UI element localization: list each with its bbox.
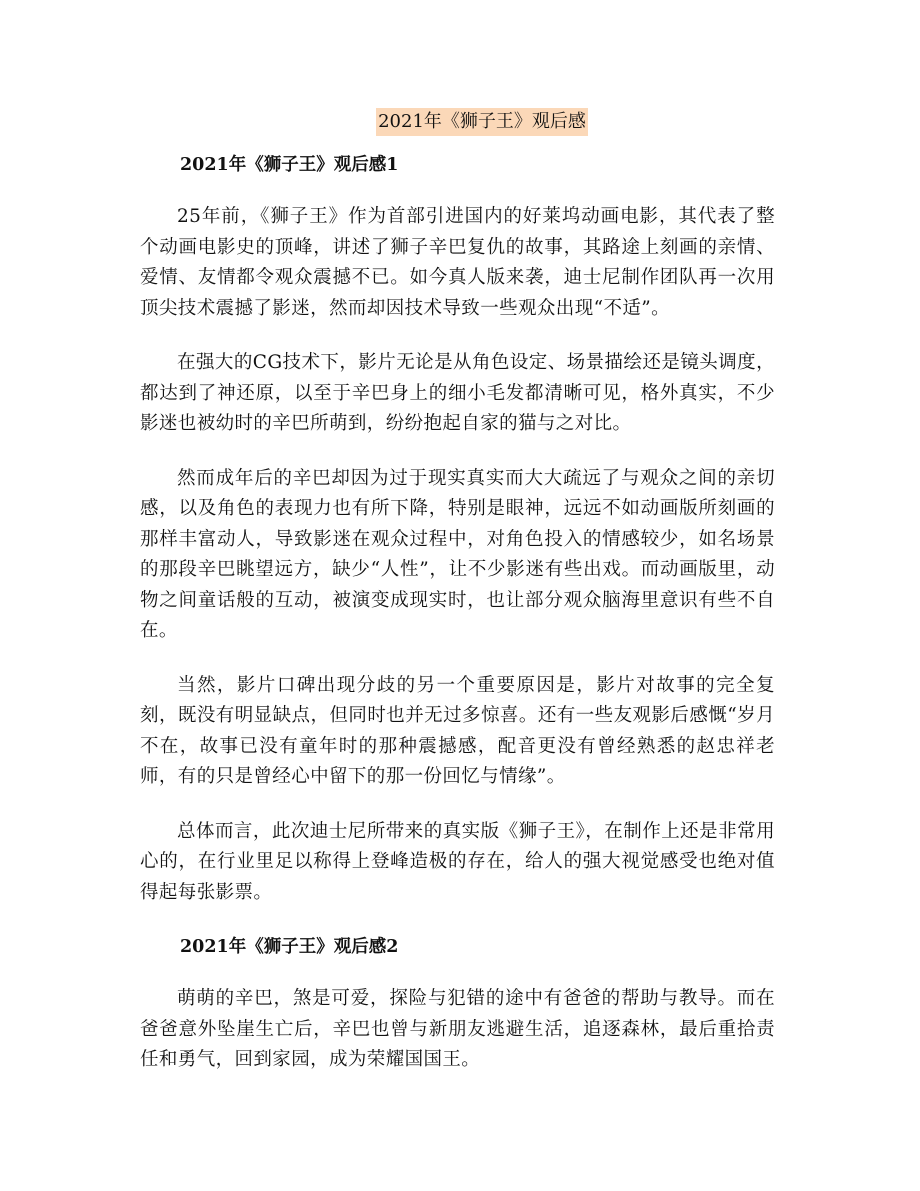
section-2 (140, 932, 775, 1076)
document-body (140, 150, 775, 1076)
section-heading: 2021年《狮子王》观后感2 (180, 937, 399, 957)
paragraph: 然而成年后的辛巴却因为过于现实真实而大大疏远了与观众之间的亲切感，以及角色的表现力也有所下降，特别是眼神，远远不如动画版所刻画的那样丰富动人，导致影迷在观众过程中，对角色投入的情感较少，如名场景的那段辛巴眺望远方，缺少“人性”，让不少影迷有些出戏。而动画版里，动物之间童话般的互动，被演变成现实时，也让部分观众脑海里意识有些不自在。 (140, 467, 775, 641)
paragraph: 总体而言，此次迪士尼所带来的真实版《狮子王》，在制作上还是非常用心的，在行业里足以称得上登峰造极的存在，给人的强大视觉感受也绝对值得起每张影票。 (140, 820, 775, 903)
paragraph: 25年前，《狮子王》作为首部引进国内的好莱坞动画电影，其代表了整个动画电影史的顶峰，讲述了狮子辛巴复仇的故事，其路途上刻画的亲情、爱情、友情都令观众震撼不已。如今真人版来袭，迪士尼制作团队再一次用顶尖技术震撼了影迷，然而却因技术导致一些观众出现“不适”。 (140, 206, 775, 319)
paragraph: 萌萌的辛巴，煞是可爱，探险与犯错的途中有爸爸的帮助与教导。而在爸爸意外坠崖生亡后，辛巴也曾与新朋友逃避生活，追逐森林，最后重拾责任和勇气，回到家园，成为荣耀国国王。 (140, 988, 775, 1070)
paragraph: 当然，影片口碑出现分歧的另一个重要原因是，影片对故事的完全复刻，既没有明显缺点，但同时也并无过多惊喜。还有一些友观影后感慨“岁月不在，故事已没有童年时的那种震撼感，配音更没有曾经熟悉的赵忠祥老师，有的只是曾经心中留下的那一份回忆与情缘”。 (140, 674, 775, 787)
section-1 (140, 150, 775, 908)
document-title: 2021年《狮子王》观后感 (376, 108, 588, 136)
paragraph: 在强大的CG技术下，影片无论是从角色设定、场景描绘还是镜头调度，都达到了神还原，以至于辛巴身上的细小毛发都清晰可见，格外真实，不少影迷也被幼时的辛巴所萌到，纷纷抱起自家的猫与之对比。 (140, 352, 775, 434)
title-wrap (0, 108, 920, 136)
section-heading: 2021年《狮子王》观后感1 (180, 155, 399, 175)
